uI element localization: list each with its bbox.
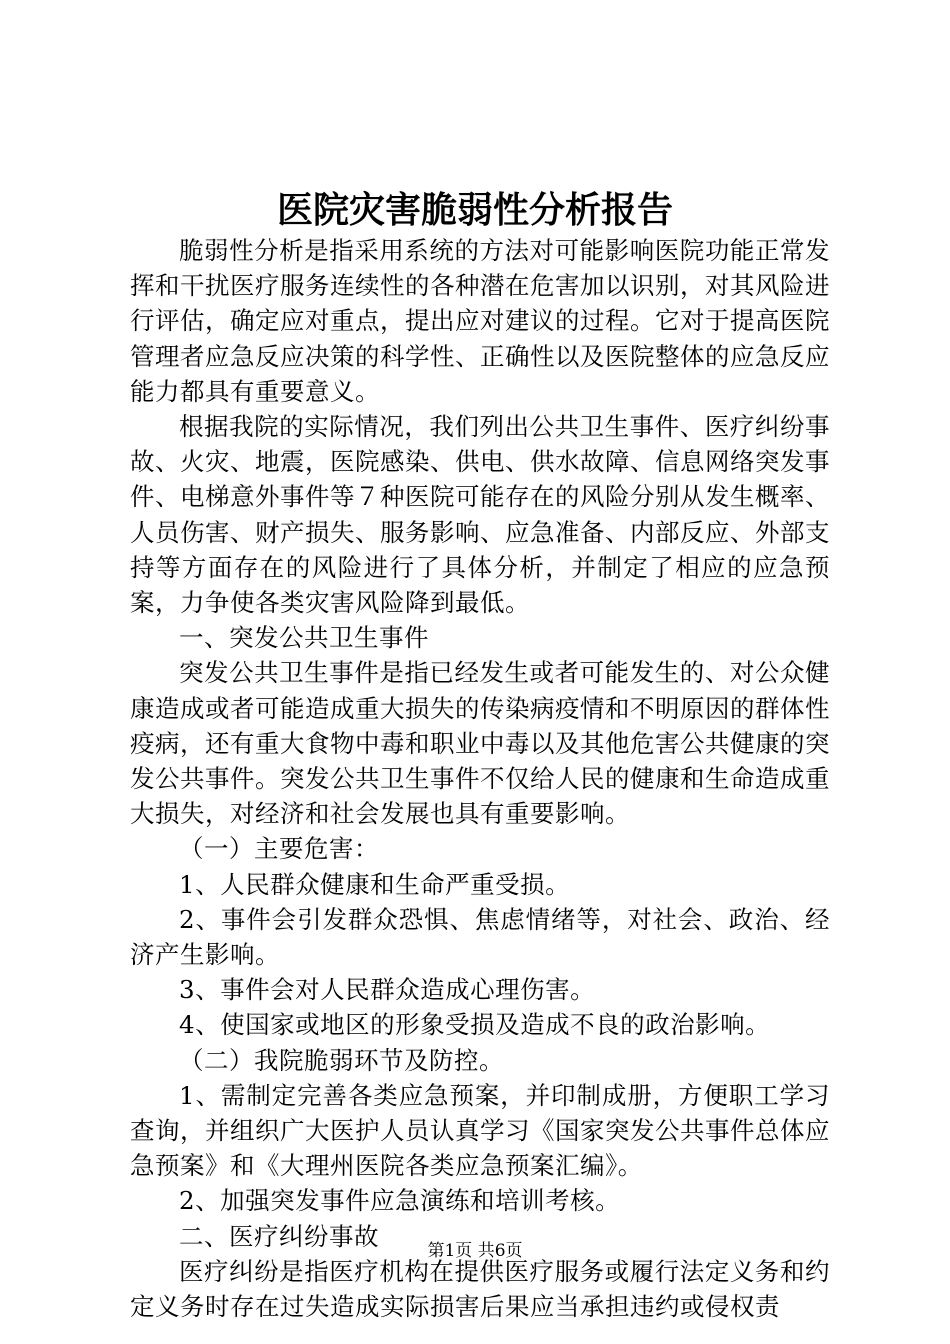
section-heading: 一、突发公共卫生事件 <box>179 623 429 653</box>
list-item: 2、事件会引发群众恐惧、焦虑情绪等，对社会、政治、经济产生影响。 <box>130 904 830 970</box>
list-item: 1、需制定完善各类应急预案，并印制成册，方便职工学习查询，并组织广大医护人员认真学习《国家突发公共事件总体应急预案》和《大理州医院各类应急预案汇编》。 <box>130 1080 830 1181</box>
paragraph: 医疗纠纷是指医疗机构在提供医疗服务或履行法定义务和约定义务时存在过失造成实际损害后果应当承担违约或侵权责 <box>130 1256 830 1322</box>
list-item: 2、加强突发事件应急演练和培训考核。 <box>179 1186 621 1216</box>
list-item: 3、事件会对人民群众造成心理伤害。 <box>179 975 596 1005</box>
list-item: 4、使国家或地区的形象受损及造成不良的政治影响。 <box>179 1010 771 1040</box>
section-heading: 二、医疗纠纷事故 <box>179 1221 379 1251</box>
paragraph: 根据我院的实际情况，我们列出公共卫生事件、医疗纠纷事故、火灾、地震，医院感染、供电、供水故障、信息网络突发事件、电梯意外事件等７种医院可能存在的风险分别从发生概率、人员伤害、财产损失、服务影响、应急准备、内部反应、外部支持等方面存在的风险进行了具体分析，并制定了相应的应急预案，力争使各类灾害风险降到最低。 <box>130 412 830 618</box>
paragraph: 脆弱性分析是指采用系统的方法对可能影响医院功能正常发挥和干扰医疗服务连续性的各种潜在危害加以识别，对其风险进行评估，确定应对重点，提出应对建议的过程。它对于提高医院管理者应急反应决策的科学性、正确性以及医院整体的应急反应能力都具有重要意义。 <box>130 236 830 406</box>
page-footer: 第1页 共6页 <box>427 1241 523 1261</box>
list-item: 1、人民群众健康和生命严重受损。 <box>179 869 571 899</box>
subsection-heading: （二）我院脆弱环节及防控。 <box>179 1045 504 1075</box>
document-body <box>130 233 830 1324</box>
paragraph: 突发公共卫生事件是指已经发生或者可能发生的、对公众健康造成或者可能造成重大损失的传染病疫情和不明原因的群体性疫病，还有重大食物中毒和职业中毒以及其他危害公共健康的突发公共事件。突发公共卫生事件不仅给人民的健康和生命造成重大损失，对经济和社会发展也具有重要影响。 <box>130 658 830 829</box>
subsection-heading: （一）主要危害： <box>179 834 379 864</box>
document-title: 医院灾害脆弱性分析报告 <box>276 189 673 231</box>
